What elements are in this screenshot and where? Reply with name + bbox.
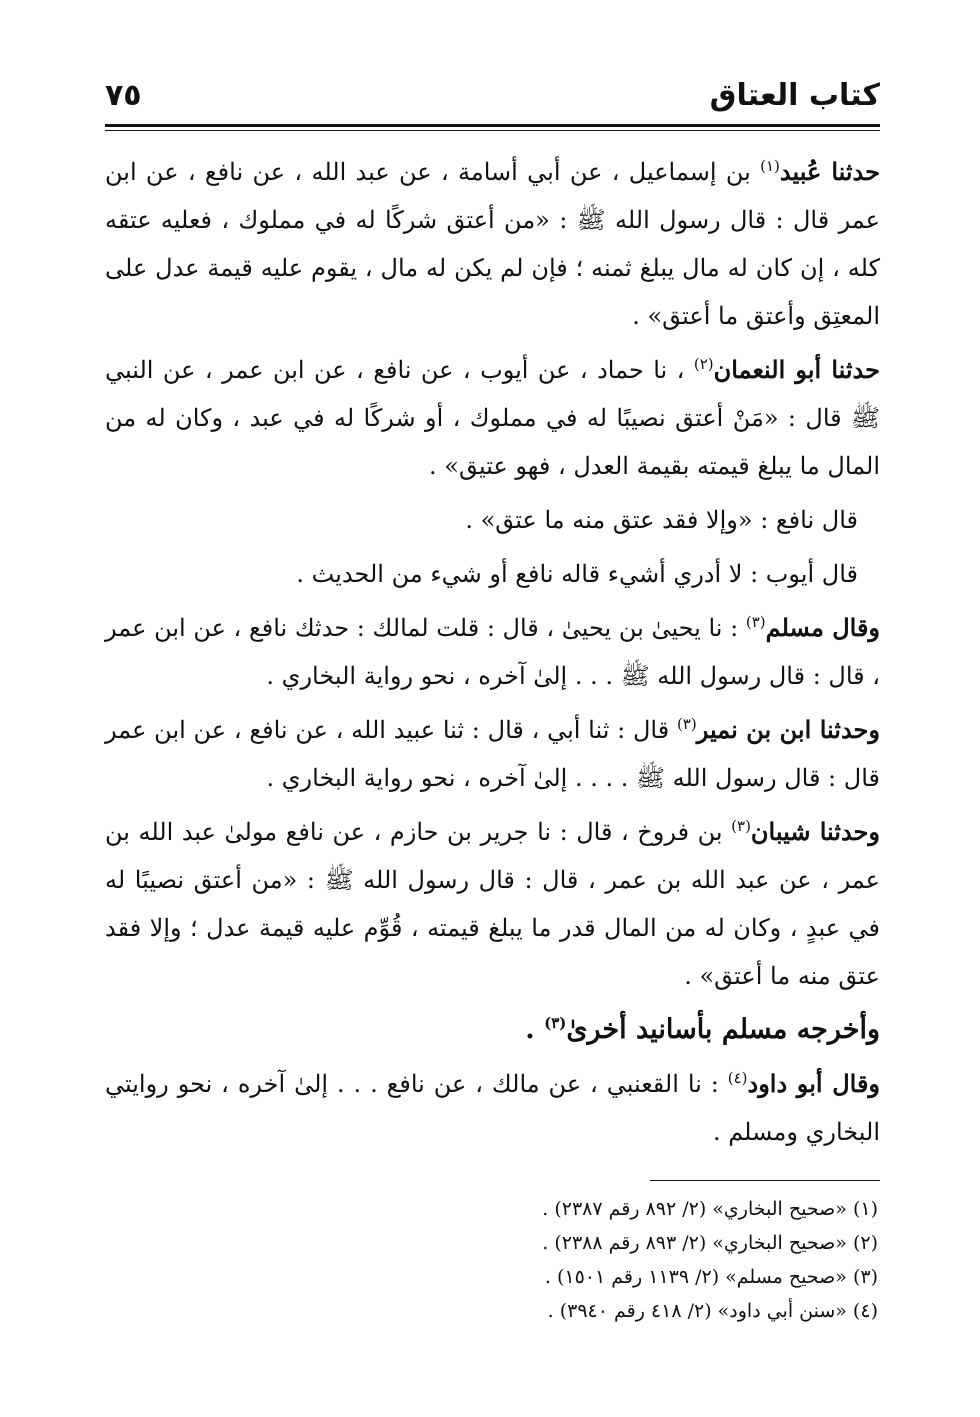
paragraph-text: قال : ثنا أبي ، قال : ثنا عبيد الله ، عن نافع ، عن ابن عمر قال : قال رسول الله ﷺ . . . . إلىٰ آخره ، نحو رواية البخاري . [105, 716, 880, 792]
paragraph-3 [105, 496, 880, 544]
paragraph-text: قال أيوب : لا أدري أشيء قاله نافع أو شيء من الحديث . [296, 560, 858, 588]
footnote-1: (١) «صحيح البخاري» (٢/ ٨٩٢ رقم ٢٣٨٧) . [542, 1198, 878, 1220]
paragraph-text: بن إسماعيل ، عن أبي أسامة ، عن عبد الله ، عن نافع ، عن ابن عمر قال : قال رسول الله ﷺ : «من أعتق شركًا له في مملوك ، فعليه عتقه كله ، إن كان له مال يبلغ ثمنه ؛ فإن لم يكن له مال ، يقوم عليه قيمة عدل على المعتِق وأعتق ما أعتق» . [105, 158, 880, 330]
footnote-ref: (٣) [676, 715, 697, 733]
narrator-lead: وأخرجه مسلم بأسانيد أخرىٰ [566, 1014, 880, 1045]
narrator-lead: وقال مسلم [765, 613, 881, 642]
narrator-lead: وقال أبو داود [747, 1069, 881, 1098]
body-text [105, 148, 880, 1162]
book-title: كتاب العتاق [709, 78, 880, 113]
footnote-ref: (٢) [693, 355, 714, 373]
header-rule [105, 124, 880, 127]
paragraph-text: : نا يحيىٰ بن يحيىٰ ، قال : قلت لمالك : حدثك نافع ، عن ابن عمر ، قال : قال رسول الله ﷺ . . . إلىٰ آخره ، نحو رواية البخاري . [105, 614, 880, 690]
paragraph-text: بن فروخ ، قال : نا جرير بن حازم ، عن نافع مولىٰ عبد الله بن عمر ، عن عبد الله بن عمر ، قال : قال رسول الله ﷺ : «من أعتق نصيبًا له في عبدٍ ، وكان له من المال قدر ما يبلغ قيمته ، قُوِّم عليه قيمة عدل ؛ وإلا فقد عتق منه ما أعتق» . [105, 818, 881, 990]
narrator-lead: حدثنا عُبيد [779, 157, 880, 186]
paragraph-4 [105, 550, 880, 598]
paragraph-text: . [525, 1014, 545, 1045]
footnote-2: (٢) «صحيح البخاري» (٢/ ٨٩٣ رقم ٢٣٨٨) . [542, 1232, 878, 1254]
narrator-lead: وحدثنا ابن بن نمير [696, 715, 880, 744]
paragraph-text: : نا القعنبي ، عن مالك ، عن نافع . . . إلىٰ آخره ، نحو روايتي البخاري ومسلم . [105, 1070, 880, 1146]
paragraph-8 [105, 1006, 880, 1054]
footnote-4: (٤) «سنن أبي داود» (٢/ ٤١٨ رقم ٣٩٤٠) . [547, 1300, 878, 1322]
footnote-ref: (٣) [731, 817, 751, 835]
footnote-3: (٣) «صحيح مسلم» (٢/ ١١٣٩ رقم ١٥٠١) . [544, 1266, 878, 1288]
page-number: ٧٥ [105, 78, 142, 113]
footnotes [105, 1192, 880, 1328]
header-rule-thin [105, 130, 880, 131]
narrator-lead: حدثنا أبو النعمان [713, 355, 880, 384]
paragraph-2 [105, 346, 880, 490]
footnote-ref: (٣) [745, 613, 766, 631]
paragraph-text: ، نا حماد ، عن أيوب ، عن نافع ، عن ابن عمر ، عن النبي ﷺ قال : «مَنْ أعتق نصيبًا له في مملوك ، أو شركًا له في عبد ، وكان له من المال ما يبلغ قيمته بقيمة العدل ، فهو عتيق» . [105, 356, 881, 480]
paragraph-5 [105, 604, 880, 700]
narrator-lead: وحدثنا شيبان [750, 817, 880, 846]
paragraph-6 [105, 706, 880, 802]
footnote-ref: (١) [760, 157, 780, 175]
footnote-ref: (٤) [727, 1069, 748, 1087]
paragraph-7 [105, 808, 880, 1000]
paragraph-1 [105, 148, 880, 340]
footnote-ref: (٣) [544, 1014, 567, 1032]
paragraph-9 [105, 1060, 880, 1156]
paragraph-text: قال نافع : «وإلا فقد عتق منه ما عتق» . [465, 506, 858, 534]
footnote-separator [650, 1180, 880, 1181]
page-header [105, 72, 880, 118]
